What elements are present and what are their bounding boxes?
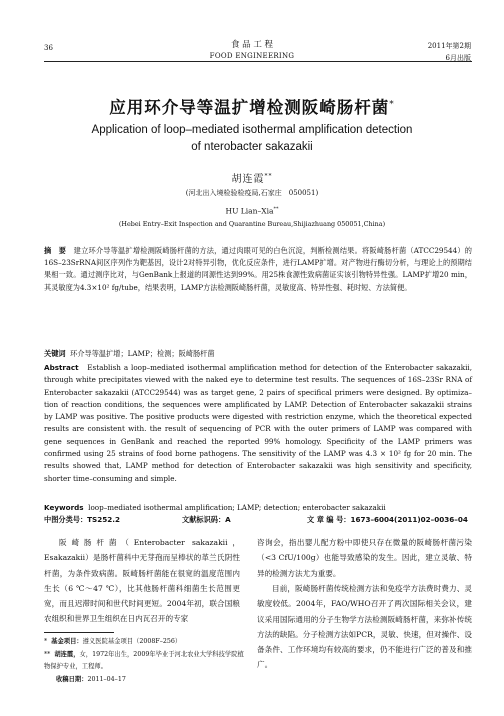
fund-label: 基金项目： [51, 638, 83, 645]
month-label: 6月出版 [445, 54, 471, 62]
journal-title-cn: 食 品 工 程 [230, 40, 274, 50]
journal-title-en: FOOD ENGINEERING [209, 52, 295, 60]
page-number: 36 [44, 44, 53, 52]
header-rule [44, 61, 472, 62]
abstract-en-label: Abstract [44, 363, 79, 372]
author-en-mark: ** [273, 206, 279, 212]
keywords-en-text: loop–mediated isothermal amplification; LAMP; detection; enterobacter sakazakii [88, 503, 386, 512]
footnote-rule [44, 632, 114, 633]
footnotes [44, 636, 244, 686]
author-text: 女，1972年出生，2009年毕业于河北农业大学科技学院植物保护专业，工程师。 [44, 650, 244, 671]
author-mark: ** [44, 650, 51, 658]
fund-text: 遵义医院基金项目（2008F–256） [82, 638, 182, 645]
received-text: 2011–04–17 [87, 675, 126, 683]
body-left-paragraph: 阪崎肠杆菌（Enterobacter sakazakii，Esakazakii）是肠杆菌科中无芽孢而呈棒状的革兰氏阴性杆菌，为条件致病菌。阪崎肠杆菌能在很宽的温度范围内生长（6 ℃～47 ℃），比其他肠杆菌科细菌生长范围更宽，而且迟滞时间和世代时间更短。2004年初，联合国粮农组织和世界卫生组织在日内瓦召开的专家 [44, 538, 240, 624]
article-number: 文 章 编 号：1673–6004(2011)02–0036–04 [307, 515, 468, 524]
paper-title-en-line1: Application of loop–mediated isothermal amplification detection [91, 124, 413, 136]
paper-title-cn [0, 94, 504, 118]
keywords-en [44, 502, 472, 514]
issue-label: 2011年第2期 [427, 42, 471, 50]
clc-number: 中图分类号：TS252.2 [44, 515, 120, 524]
keywords-cn-text: 环介导等温扩增；LAMP；检测；阪崎肠杆菌 [70, 349, 215, 358]
document-code: 文献标识码：A [182, 515, 231, 524]
keywords-cn-label: 关键词 [44, 349, 66, 358]
footnote-fund [44, 636, 244, 649]
author-en-name: HU Lian–Xia [225, 206, 274, 216]
abstract-en [44, 362, 472, 485]
author-en [0, 206, 504, 216]
author-cn [0, 170, 504, 185]
keywords-en-label: Keywords [44, 503, 84, 512]
abstract-en-text: Establish a loop–mediated isothermal amplification method for detection of the Enterobacter sakazakii, through white precipitates viewed with the naked eye to determine test results. The sequences of 16S–23Sr RNA of Enterobacter sakazakii (ATCC29544) was as target gene, 2 pairs of specifical primers were designed. By optimiza–tion of reaction conditions, the sequences were amplificated by LAMP. Detection of Enterobacter sakazakii strains by LAMP was positive. The positive products were digested with restriction enzyme, which the theoretical expected results are consistent with. the result of sequencing of PCR with the outer primers of LAMP was compared with gene sequences in GenBank and reached the reported 99% homology. Specificity of the LAMP primers was confirmed using 25 strains of food borne pathogens. The sensitivity of the LAMP was 4.3 × 10² fg for 20 min. The results showed that, LAMP method for detection of Enterobacter sakazakii was high sensitivity and specificity, shorter time–consuming and simple. [44, 363, 472, 483]
author-cn-mark: ** [264, 172, 273, 180]
keywords-cn [44, 348, 472, 360]
title-footnote-mark: * [389, 99, 395, 110]
footnote-received [44, 674, 244, 687]
paper-title-cn-text: 应用环介导等温扩增检测阪崎肠杆菌 [109, 98, 390, 117]
author-cn-name: 胡连霞 [231, 174, 265, 185]
body-right-paragraph-2: 目前，阪崎肠杆菌传统检测方法和免疫学方法费时费力、灵敏度较低。2004年，FAO/WHO召开了两次国际相关会议，建议采用国际通用的分子生物学方法检测阪崎肠杆菌，来弥补传统方法的缺陷。分子检测方法如PCR，灵敏、快速，但对操作、设备条件、工作环境均有较高的要求，仍不能进行广泛的普及和推广。 [257, 584, 472, 670]
abstract-cn [44, 245, 472, 294]
paper-title-en-line2: of nterobacter sakazakii [191, 141, 313, 153]
fund-mark: * [44, 638, 48, 645]
abstract-cn-text: 建立环介导等温扩增检测阪崎肠杆菌的方法，通过肉眼可见的白色沉淀，判断检测结果。将阪崎肠杆菌（ATCC29544）的16S–23SrRNA间区序列作为靶基因，设计2对特异引物，优化反应条件，进行LAMP扩增。对产物进行酶切分析，与理论上的预期结果相一致。通过测序比对，与GenBank上报道的同源性达到99%。用25株食源性致病菌证实该引物特异性强。LAMP扩增20 min，其灵敏度为4.3×10² fg/tube，结果表明，LAMP方法检测阪崎肠杆菌，灵敏度高、特异性强、耗时短、方法简便。 [44, 246, 472, 292]
received-label: 收稿日期： [56, 675, 88, 683]
affiliation-en: (Hebei Entry–Exit Inspection and Quarantine Bureau,Shijiazhuang 050051,China) [118, 220, 386, 228]
author-label: 胡连霞， [54, 650, 80, 658]
affiliation-cn: (河北出入境检验检疫局,石家庄 050051) [185, 189, 319, 197]
footnote-author [44, 649, 244, 674]
body-right-paragraph-1: 咨询会，指出婴儿配方粉中即使只存在微量的阪崎肠杆菌污染（<3 CfU/100g）也能导致感染的发生。因此，建立灵敏、特异的检测方法尤为重要。 [257, 538, 472, 578]
abstract-cn-label: 摘 要 [44, 246, 67, 255]
